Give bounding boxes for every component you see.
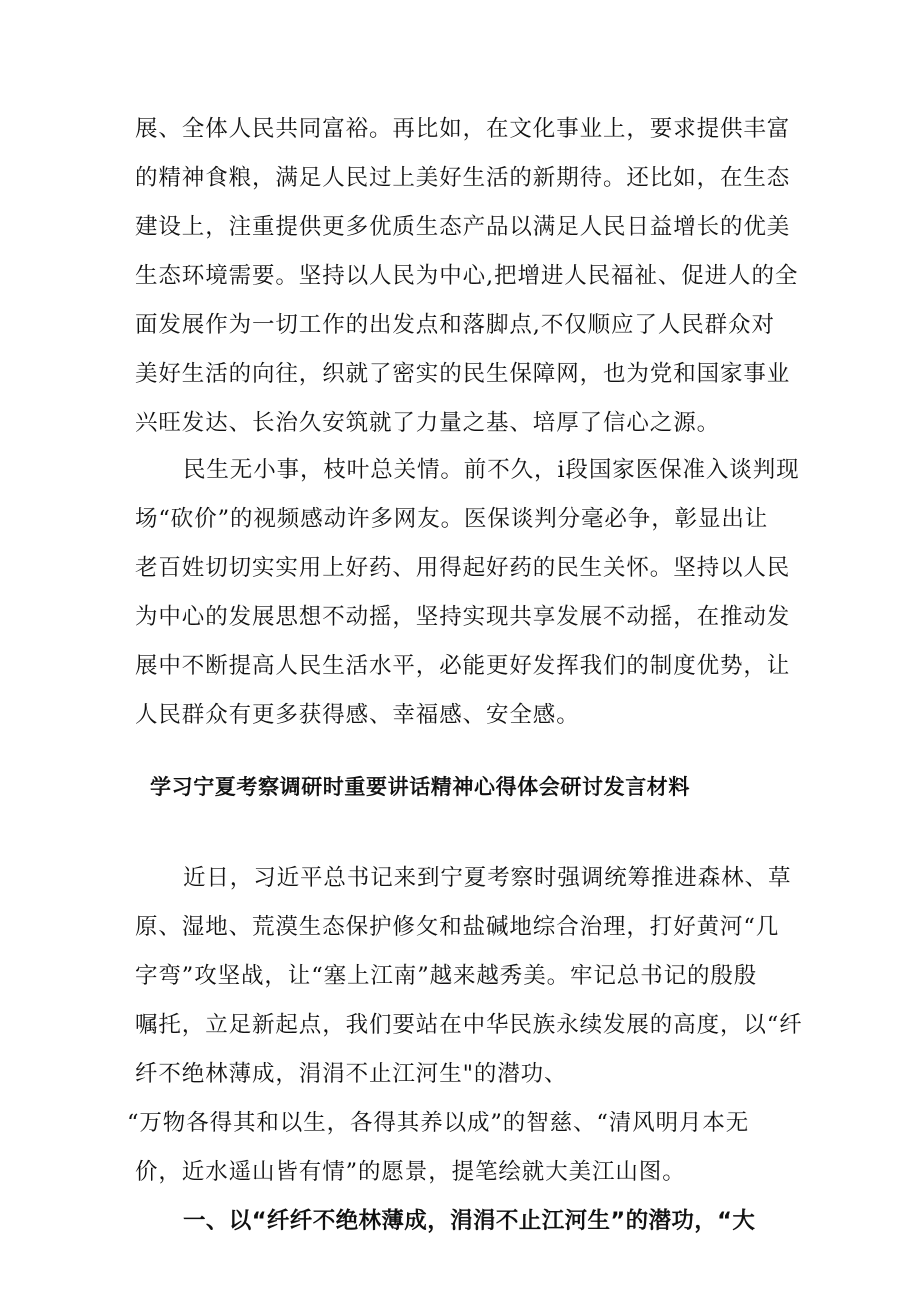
paragraph-1-line-3: 建设上，注重提供更多优质生态产品以满足人民日益增长的优美 [135,214,791,240]
paragraph-3-line-6: “万物各得其和以生，各得其养以成”的智慈、“清风明月本无 [127,1110,750,1136]
paragraph-3-line-7: 价，近水遥山皆有情”的愿景，提笔绘就大美江山图。 [135,1159,686,1185]
section-heading-1: 一、以“纤纤不绝林薄成，涓涓不止江河生”的潜功，“大 [183,1208,756,1234]
paragraph-3-line-5: 纤不绝林薄成，涓涓不止江河生"的潜功、 [135,1061,568,1087]
paragraph-3-line-3: 字弯”攻坚战，让“塞上江南”越来越秀美。牢记总书记的殷殷 [135,963,758,989]
paragraph-2-line-5: 展中不断提高人民生活水平，必能更好发挥我们的制度优势，让 [135,653,791,679]
paragraph-1-line-7: 兴旺发达、长治久安筑就了力量之基、培厚了信心之源。 [135,410,721,436]
paragraph-1-line-5: 面发展作为一切工作的出发点和落脚点,不仅顺应了人民群众对 [135,312,775,338]
paragraph-2-line-2: 场“砍价”的视频感动许多网友。医保谈判分毫必争，彰显出让 [135,506,769,532]
paragraph-3-line-1: 近日，习近平总书记来到宁夏考察时强调统筹推进森林、草 [183,865,792,891]
paragraph-1-line-1: 展、全体人民共同富裕。再比如，在文化事业上，要求提供丰富 [135,116,791,142]
paragraph-1-line-6: 美好生活的向往，织就了密实的民生保障网，也为党和国家事业 [135,361,791,387]
paragraph-2-line-6: 人民群众有更多获得感、幸福感、安全感。 [135,702,580,728]
paragraph-1-line-2: 的精神食粮，满足人民过上美好生活的新期待。还比如，在生态 [135,165,791,191]
paragraph-2-line-4: 为中心的发展思想不动摇，坚持实现共享发展不动摇，在推动发 [135,604,791,630]
paragraph-2-line-1: 民生无小事，枝叶总关情。前不久，i段国家医保准入谈判现 [183,457,800,483]
paragraph-3-line-2: 原、湿地、荒漠生态保护修攵和盐碱地综合治理，打好黄河“几 [135,914,780,940]
paragraph-3-line-4: 嘱托，立足新起点，我们要站在中华民族永续发展的高度，以“纤 [135,1012,803,1038]
paragraph-2-line-3: 老百姓切切实实用上好药、用得起好药的民生关怀。坚持以人民 [135,555,791,581]
document-title: 学习宁夏考察调研时重要讲话精神心得体会研讨发言材料 [150,775,690,799]
paragraph-1-line-4: 生态环境需要。坚持以人民为中心,把增进人民福祉、促进人的全 [135,263,799,289]
